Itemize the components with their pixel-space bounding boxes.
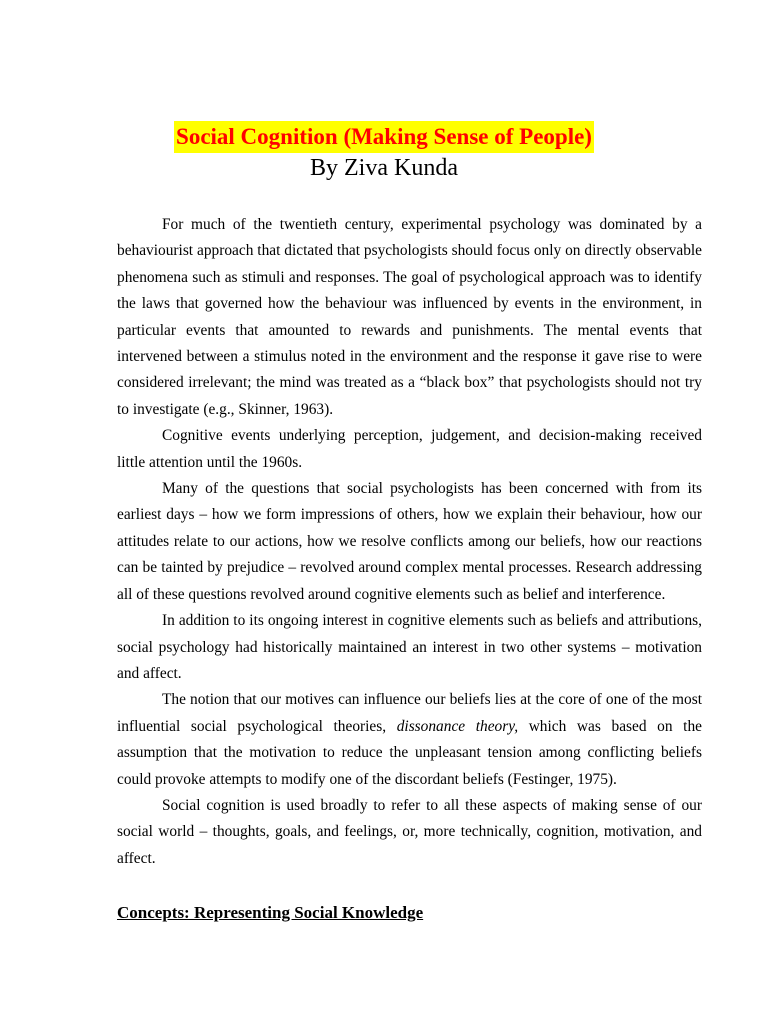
- paragraph-5-italic-term: dissonance theory,: [396, 717, 519, 735]
- paragraph-1: For much of the twentieth century, experimental psychology was dominated by a behaviourist approach that dictated that psychologists should focus only on directly observable phenomena such as stimuli and responses. The goal of psychological approach was to identify the laws that governed how the behaviour was influenced by events in the environment, in particular events that amounted to rewards and punishments. The mental events that intervened between a stimulus noted in the environment and the response it gave rise to were considered irrelevant; the mind was treated as a “black box” that psychologists should not try to investigate (e.g., Skinner, 1963).: [117, 216, 702, 418]
- document-body: [117, 212, 702, 872]
- section-heading: Concepts: Representing Social Knowledge: [117, 903, 424, 922]
- document-title: Social Cognition (Making Sense of People): [174, 121, 594, 153]
- paragraph-4: In addition to its ongoing interest in cognitive elements such as beliefs and attributions, social psychology had historically maintained an interest in two other systems – motivation and affect.: [117, 612, 702, 682]
- paragraph-5: [117, 687, 702, 793]
- paragraph-5-end: which was based on the assumption that the motivation to reduce the unpleasant tension among conflicting beliefs could provoke attempts to modify one of the discordant beliefs (Festinger, 1975).: [117, 717, 702, 788]
- title-block: [0, 121, 768, 183]
- paragraph-3: Many of the questions that social psychologists has been concerned with from its earliest days – how we form impressions of others, how we explain their behaviour, how our attitudes relate to our actions, how we resolve conflicts among our beliefs, how our reactions can be tainted by prejudice – revolved around complex mental processes. Research addressing all of these questions revolved around cognitive elements such as belief and interference.: [117, 480, 702, 603]
- paragraph-2: Cognitive events underlying perception, judgement, and decision-making received little attention until the 1960s.: [117, 427, 702, 471]
- document-author: By Ziva Kunda: [310, 155, 458, 181]
- paragraph-5-start: The notion that our motives can influence our beliefs lies at the core of one of the most influential social psychological theories,: [117, 691, 702, 735]
- paragraph-6: Social cognition is used broadly to refer to all these aspects of making sense of our social world – thoughts, goals, and feelings, or, more technically, cognition, motivation, and affect.: [117, 796, 702, 867]
